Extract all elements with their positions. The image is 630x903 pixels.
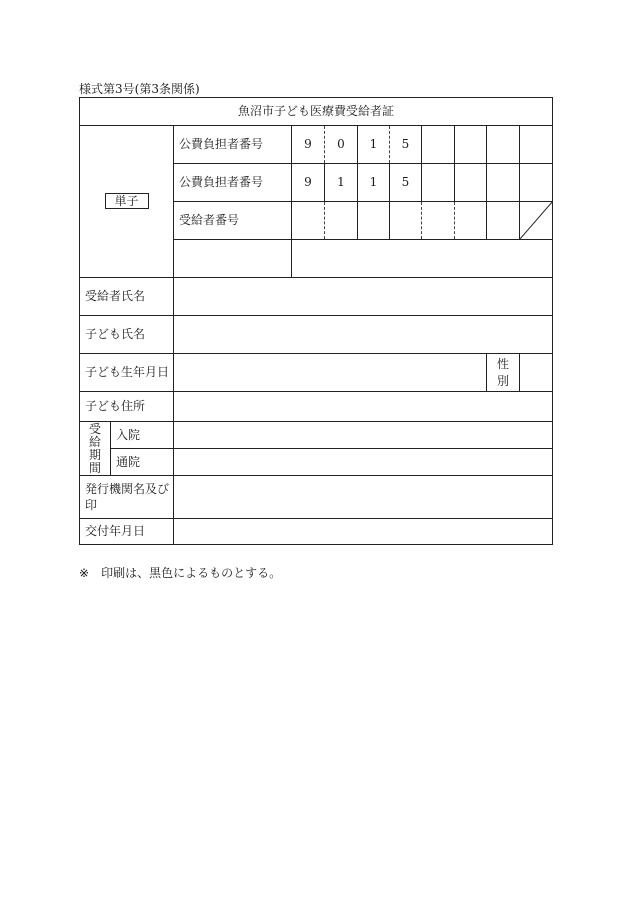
recipient-digit-cell [455,202,487,240]
empty-cell [422,164,455,202]
period-label [80,422,111,476]
empty-cell [455,126,487,164]
recipient-digit-cell [390,202,422,240]
period-label-char: 給 [89,434,102,449]
blank-cell [292,240,553,278]
empty-cell [520,164,553,202]
diagonal-slash [520,202,552,239]
outpatient-label: 通院 [111,449,174,476]
recipient-digit-cell [422,202,455,240]
empty-cell [487,126,520,164]
issuer-value [174,476,553,519]
digit-cell: 9 [292,126,325,164]
blank-cell [174,240,292,278]
footnote-text: 印刷は、黒色によるものとする。 [101,566,282,580]
empty-cell [487,164,520,202]
footnote-mark: ※ [79,566,90,580]
digit-cell: 1 [325,164,358,202]
period-label-char: 受 [89,421,102,436]
digit-cell: 0 [325,126,358,164]
recipient-name-label: 受給者氏名 [80,278,174,316]
child-birthdate-label: 子ども生年月日 [80,354,174,392]
sex-value [520,354,553,392]
kind-box: 単子 [105,193,149,209]
recipient-digit-cell [325,202,358,240]
digit-cell: 5 [390,164,422,202]
period-label-char: 間 [89,460,102,475]
outpatient-value [174,449,553,476]
digit-cell: 9 [292,164,325,202]
empty-cell [520,126,553,164]
empty-cell [455,164,487,202]
certificate-table [79,97,553,545]
issuer-label: 発行機関名及び印 [80,476,174,519]
recipient-digit-cell [292,202,325,240]
inpatient-value [174,422,553,449]
digit-cell: 1 [358,164,390,202]
recipient-digit-cell [487,202,520,240]
sex-label [487,354,520,392]
empty-cell [422,126,455,164]
kind-cell [80,126,174,278]
recipient-number-label: 受給者番号 [174,202,292,240]
footnote [79,564,281,581]
recipient-digit-cell [358,202,390,240]
issue-date-value [174,519,553,545]
certificate-title: 魚沼市子ども医療費受給者証 [80,98,553,126]
child-name-value [174,316,553,354]
inpatient-label: 入院 [111,422,174,449]
digit-cell: 1 [358,126,390,164]
child-birthdate-value [174,354,487,392]
slash-cell [520,202,553,240]
child-address-value [174,392,553,422]
public-burden-label-1: 公費負担者番号 [174,126,292,164]
period-label-char: 期 [89,447,102,462]
child-address-label: 子ども住所 [80,392,174,422]
digit-cell: 5 [390,126,422,164]
child-name-label: 子ども氏名 [80,316,174,354]
form-caption: 様式第3号(第3条関係) [79,82,200,96]
public-burden-label-2: 公費負担者番号 [174,164,292,202]
sex-label-char: 別 [496,373,509,388]
issue-date-label: 交付年月日 [80,519,174,545]
recipient-name-value [174,278,553,316]
sex-label-char: 性 [496,357,509,372]
